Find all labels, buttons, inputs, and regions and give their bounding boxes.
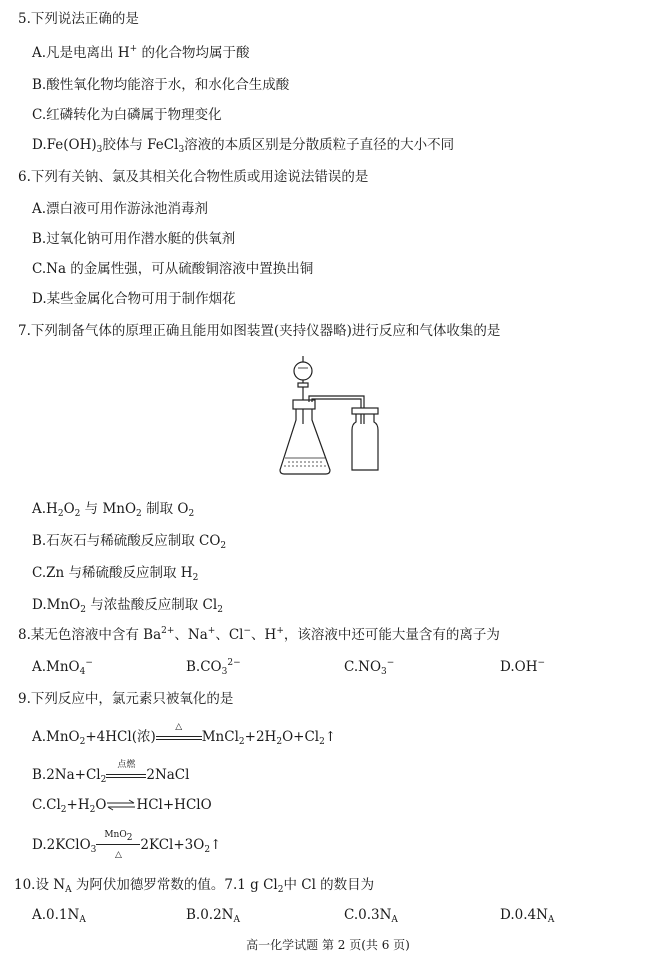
gas-apparatus-figure	[276, 354, 398, 478]
question-8-option-b: $B.CO_3^{2-}$	[186, 658, 241, 677]
question-9-option-c: $C.Cl_2+H_2O$ HCl+HClO	[32, 797, 212, 815]
question-5-option-c: C.红磷转化为白磷属于物理变化	[32, 107, 222, 123]
question-9-option-a: A.MnO$_2$+4HCl(浓) △ $MnCl_2+2H_2O+Cl_2↑$	[32, 722, 337, 747]
question-8-option-d: D.OH−	[500, 658, 546, 675]
question-10-option-b: $B.0.2N_A$	[186, 907, 240, 925]
question-10-option-d: $D.0.4N_A$	[500, 907, 555, 925]
question-5-option-d: $D.Fe(OH)_3$胶体与 FeCl$_3$溶液的本质区别是分散质粒子直径的大小不同	[32, 137, 455, 155]
ignite-equals-arrow: 点燃	[106, 766, 146, 784]
question-6-option-b: B.过氧化钠可用作潜水艇的供氧剂	[32, 231, 236, 247]
collection-bottle	[352, 414, 378, 470]
question-10-option-a: $A.0.1N_A$	[32, 907, 86, 925]
collection-bottle-mouth	[352, 408, 378, 414]
stopcock	[298, 383, 308, 387]
question-5-stem: 5.下列说法正确的是	[18, 11, 139, 27]
reversible-arrow	[106, 796, 136, 814]
question-7-option-a: $A.H_2O_2$ 与 MnO$_2$ 制取 $O_2$	[32, 501, 195, 519]
question-7-stem: 7.下列制备气体的原理正确且能用如图装置(夹持仪器略)进行反应和气体收集的是	[18, 323, 501, 339]
question-7-option-b: B.石灰石与稀硫酸反应制取 $CO_2$	[32, 533, 227, 551]
page-footer: 高一化学试题 第 2 页(共 6 页)	[246, 938, 410, 952]
question-8-option-c: $C.NO_3^-$	[344, 658, 395, 677]
question-9-stem: 9.下列反应中，氯元素只被氧化的是	[18, 691, 234, 707]
question-6-option-d: D.某些金属化合物可用于制作烟花	[32, 291, 236, 307]
question-10-option-c: $C.0.3N_A$	[344, 907, 398, 925]
question-9-option-b: $B.2Na+Cl_2$ 点燃 2NaCl	[32, 760, 190, 785]
question-6-stem: 6.下列有关钠、氯及其相关化合物性质或用途说法错误的是	[18, 169, 369, 185]
question-6-option-c: C.Na 的金属性强，可从硫酸铜溶液中置换出铜	[32, 261, 314, 277]
question-7-option-c: C.Zn 与稀硫酸反应制取 $H_2$	[32, 565, 199, 583]
question-7-option-d: D.MnO$_2$ 与浓盐酸反应制取 $Cl_2$	[32, 597, 223, 615]
funnel-bulb	[294, 362, 312, 380]
question-10-stem: 10.设 $N_A$ 为阿伏加德罗常数的值。7.1 g $Cl_2$中 Cl 的数目为	[14, 877, 375, 895]
conical-flask	[280, 409, 330, 474]
question-6-option-a: A.漂白液可用作游泳池消毒剂	[32, 201, 209, 217]
question-5-option-a: A.凡是电离出 H+ 的化合物均属于酸	[32, 44, 250, 61]
question-9-option-d: D.2KClO$_3$ MnO$_2$ △ $2KCl+3O_2↑$	[32, 830, 222, 860]
catalyst-heat-arrow: MnO$_2$ △	[96, 836, 140, 854]
question-8-option-a: A.MnO$_4$−	[32, 658, 93, 677]
heat-equals-arrow: △	[156, 728, 202, 746]
question-5-option-b: B.酸性氧化物均能溶于水，和水化合生成酸	[32, 77, 290, 93]
question-8-stem: 8.某无色溶液中含有 $Ba^{2+}$、Na+、Cl−、H+，该溶液中还可能大量含有的离子为	[18, 626, 500, 643]
